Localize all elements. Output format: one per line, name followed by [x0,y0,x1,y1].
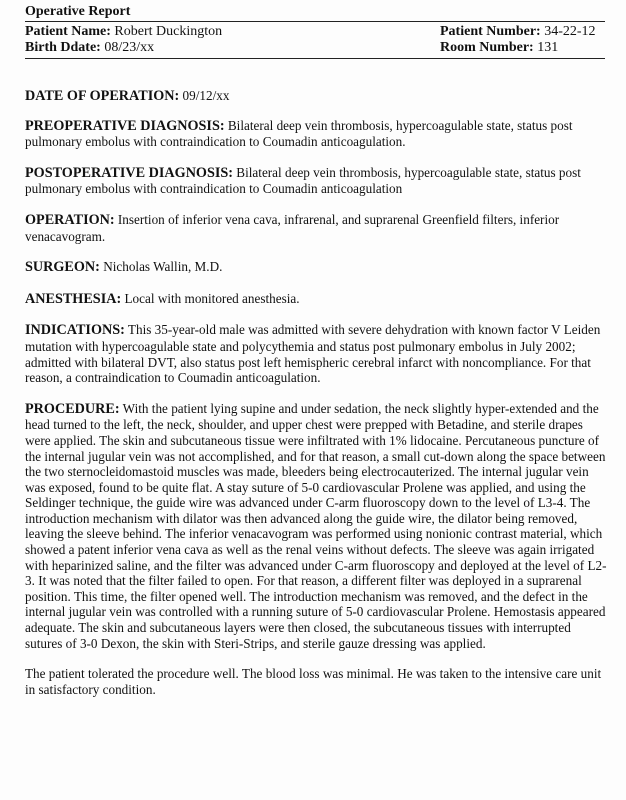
preoperative-diagnosis-section [25,118,610,150]
birth-date-field [25,40,365,56]
patient-number-value: 34-22-12 [544,24,596,39]
anesthesia-text: Local with monitored anesthesia. [124,290,300,306]
indications-label: INDICATIONS: [25,322,125,339]
report-header [25,4,605,59]
procedure-text: With the patient lying supine and under sedation, the neck slightly hyper-extended and the head turned to the left, the neck, shoulder, and upper chest were prepped with Betadine, and sterile drapes were applied. The skin and subcutaneous tissue were infiltrated with 1% lidocaine. Percutaneous puncture of the internal jugular vein was not accomplished, and for that reason, a small cut-down along the space between the two sternocleidomastoid muscles was made, bleeders being electrocauterized. The internal jugular vein was exposed, found to be quite flat. A stay suture of 5-0 cardiovascular Prolene was applied, and using the Seldinger technique, the guide wire was advanced under C-arm fluoroscopy down to the level of L3-4. The introduction mechanism with dilator was then advanced along the guide wire, the dilator being removed, leaving the sleeve behind. The inferior venacavogram was performed using nonionic contrast material, which showed a patent inferior vena cava as well as the renal veins without defects. The sleeve was again irrigated with heparinized saline, and the filter was advanced under C-arm fluoroscopy and deployed at the level of L2-3. It was noted that the filter failed to open. For that reason, a different filter was deployed in a suprarenal position. This time, the filter opened well. The introduction mechanism was removed, and the defect in the internal jugular vein was controlled with a running suture of 5-0 cardiovascular Prolene. Hemostasis appeared adequate. The skin and subcutaneous layers were then closed, the subcutaneous tissues with interrupted sutures of 3-0 Dexon, the skin with Steri-Strips, and sterile gauze dressing was applied. [25,400,607,651]
preoperative-diagnosis-label: PREOPERATIVE DIAGNOSIS: [25,117,225,134]
preoperative-diagnosis-text: Bilateral deep vein thrombosis, hypercoagulable state, status post pulmonary embolus with contraindication to Coumadin anticoagulation. [25,117,573,150]
patient-name-value: Robert Duckington [114,24,223,39]
room-number-label: Room Number: [440,40,534,55]
room-number-value: 131 [537,40,559,55]
anesthesia-label: ANESTHESIA: [25,290,122,307]
operation-label: OPERATION: [25,211,115,228]
operation-section [25,212,610,244]
report-title: Operative Report [25,4,605,22]
postoperative-diagnosis-section [25,165,610,197]
procedure-section [25,401,610,652]
surgeon-text: Nicholas Wallin, M.D. [103,259,223,275]
closing-text: The patient tolerated the procedure well. The blood loss was minimal. He was taken to the intensive care unit in satisfactory condition. [25,666,602,697]
procedure-label: PROCEDURE: [25,400,120,417]
date-of-operation-value: 09/12/xx [182,88,230,103]
report-body [25,88,610,712]
date-of-operation-section [25,88,610,105]
anesthesia-section [25,291,610,308]
birth-date-value: 08/23/xx [104,40,155,55]
birth-date-label: Birth Ddate: [25,40,101,55]
surgeon-label: SURGEON: [25,259,100,276]
patient-number-label: Patient Number: [440,24,541,39]
room-number-field [440,40,605,56]
patient-name-label: Patient Name: [25,24,111,39]
operation-text: Insertion of inferior vena cava, infrarenal, and suprarenal Greenfield filters, inferior venacavogram. [25,211,560,244]
indications-section [25,322,610,385]
closing-section [25,666,610,697]
indications-text: This 35-year-old male was admitted with severe dehydration with known factor V Leiden mutation with hypercoagulable state and polycythemia and status post pulmonary embolus in July 2002; admitted with bilateral DVT, also status post left hemispheric cerebral infarct with noncompliance. For that reason, a contraindication to Coumadin anticoagulation. [25,322,601,386]
postoperative-diagnosis-label: POSTOPERATIVE DIAGNOSIS: [25,164,233,181]
date-of-operation-label: DATE OF OPERATION: [25,88,180,104]
patient-number-field [440,24,605,40]
header-row-1 [25,24,605,40]
header-row-2 [25,40,605,56]
surgeon-section [25,259,610,276]
postoperative-diagnosis-text: Bilateral deep vein thrombosis, hypercoagulable state, status post pulmonary embolus with contraindication to Coumadin anticoagulation [25,164,581,197]
patient-name-field [25,24,365,40]
